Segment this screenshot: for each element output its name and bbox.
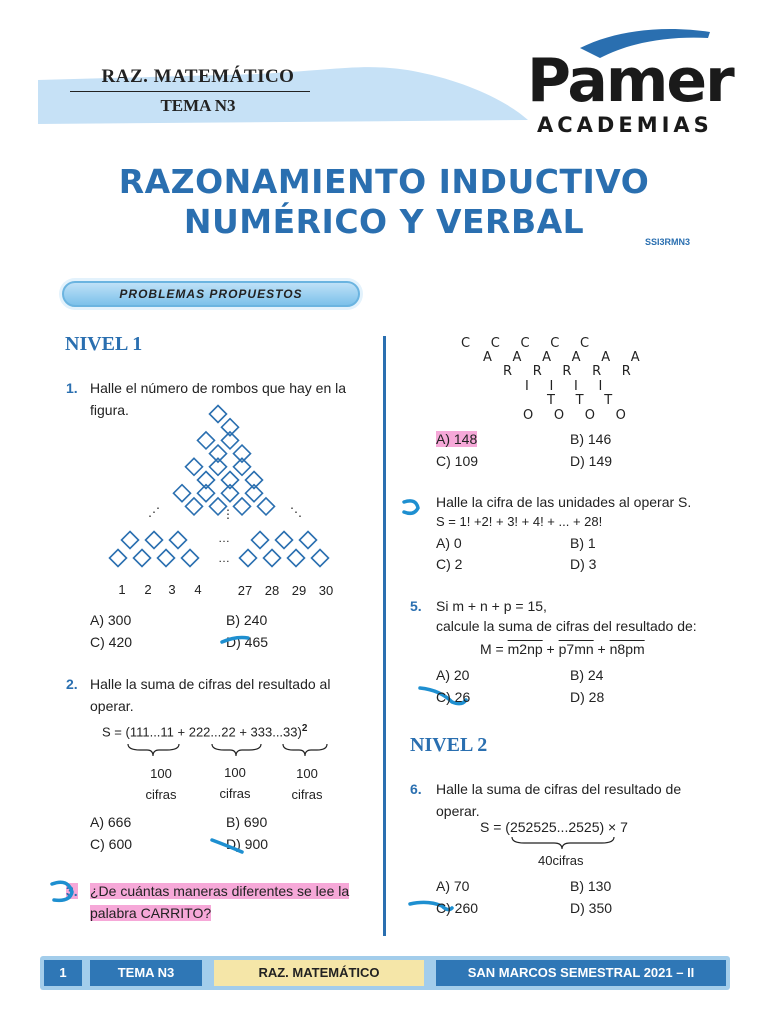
q6-option-c: C) 260	[436, 900, 479, 916]
logo-wordmark: Pamer	[527, 46, 733, 116]
q4-option-c: C) 2	[436, 556, 463, 572]
question-1-number: 1.	[66, 380, 78, 396]
q2-brace-label-3: 100 cifras	[291, 766, 323, 802]
q4-option-a: A) 0	[436, 535, 462, 551]
page-title-line2: NUMÉRICO Y VERBAL	[183, 202, 585, 241]
q3-option-c: C) 109	[436, 453, 479, 469]
q4-option-b: B) 1	[570, 535, 596, 551]
question-5-text-2: calcule la suma de cifras del resultado de:	[436, 618, 697, 634]
ellipsis-mark: …	[218, 531, 230, 545]
q6-formula: S = (252525...2525) × 7	[480, 819, 628, 835]
question-4-number	[412, 491, 424, 513]
pattern-row-c: C C C C C	[461, 336, 590, 351]
question-4-text: Halle la cifra de las unidades al operar S.	[436, 494, 692, 510]
q3-option-d: D) 149	[570, 453, 613, 469]
q2-brace-label-2: 100 cifras	[219, 765, 251, 801]
q5-option-d: D) 28	[570, 689, 605, 705]
question-3-text: ¿De cuántas maneras diferentes se lee la palabra CARRITO?	[90, 883, 350, 921]
level-heading-1: NIVEL 1	[65, 333, 143, 355]
pattern-row-i: I I I I	[525, 379, 603, 394]
q5-formula: M = m2np + p7mn + n8pm	[480, 641, 645, 657]
q2-formula: $S = (111...11 + 222...22 + 333...33)^2$	[102, 723, 308, 740]
footer-term: SAN MARCOS SEMESTRAL 2021 – II	[436, 960, 726, 986]
q5-option-a: A) 20	[436, 667, 470, 683]
q6-option-d: D) 350	[570, 900, 613, 916]
q3-option-b: B) 146	[570, 431, 612, 447]
question-2-text: Halle la suma de cifras del resultado al operar.	[90, 676, 331, 714]
ellipsis-mark: …	[218, 551, 230, 565]
q6-option-a: A) 70	[436, 878, 470, 894]
document-code: SSI3RMN3	[645, 237, 691, 247]
q6-brace	[510, 835, 620, 851]
footer-topic: TEMA N3	[90, 960, 202, 986]
figure-label: 3	[168, 582, 176, 597]
q2-option-c: C) 600	[90, 836, 133, 852]
q5-option-c: C) 26	[436, 689, 471, 705]
q6-option-b: B) 130	[570, 878, 612, 894]
question-5-text-1: Si m + n + p = 15,	[436, 598, 547, 614]
q1-option-d: D) 465	[226, 634, 269, 650]
ellipsis-mark: ⋱	[290, 505, 302, 519]
question-6-text: Halle la suma de cifras del resultado de operar.	[436, 781, 682, 819]
page-title-line1: RAZONAMIENTO INDUCTIVO	[118, 162, 650, 201]
figure-label: 27	[237, 583, 253, 598]
q1-option-b: B) 240	[226, 612, 268, 628]
q1-option-a: A) 300	[90, 612, 132, 628]
figure-label: 1	[118, 582, 126, 597]
q4-formula: S = 1! +2! + 3! + 4! + ... + 28!	[436, 514, 603, 529]
footer-page-number: 1	[44, 960, 82, 986]
question-2-number: 2.	[66, 676, 78, 692]
figure-label: 30	[318, 583, 334, 598]
footer-course: RAZ. MATEMÁTICO	[214, 960, 424, 986]
section-label: PROBLEMAS PROPUESTOS	[62, 281, 360, 307]
figure-label: 2	[144, 582, 152, 597]
q6-brace-label: 40cifras	[538, 853, 584, 868]
figure-label: 28	[264, 583, 280, 598]
figure-label: 4	[194, 582, 202, 597]
pattern-row-o: O O O O	[523, 408, 626, 423]
question-1-text: Halle el número de rombos que hay en la figura.	[90, 380, 347, 418]
q3-option-a: A) 148	[436, 431, 478, 447]
question-5-number: 5.	[410, 598, 422, 614]
question-3-number: 3.	[66, 883, 78, 899]
q2-option-b: B) 690	[226, 814, 268, 830]
q2-brace-label-1: 100 cifras	[145, 766, 177, 802]
q4-option-d: D) 3	[570, 556, 597, 572]
ellipsis-mark: ⋮	[222, 507, 234, 521]
pattern-row-r: R R R R R	[503, 364, 631, 379]
level-heading-2: NIVEL 2	[410, 734, 488, 756]
pattern-row-t: T T T	[547, 393, 613, 408]
topic-name: TEMA N3	[160, 96, 236, 115]
ellipsis-mark: ⋰	[148, 505, 160, 519]
q1-option-c: C) 420	[90, 634, 133, 650]
figure-label: 29	[291, 583, 307, 598]
pattern-row-a: A A A A A A	[483, 350, 640, 365]
question-6-number: 6.	[410, 781, 422, 797]
q2-option-a: A) 666	[90, 814, 132, 830]
logo-subtitle: ACADEMIAS	[537, 113, 713, 137]
course-name: RAZ. MATEMÁTICO	[101, 66, 295, 87]
q2-option-d: D) 900	[226, 836, 269, 852]
q5-option-b: B) 24	[570, 667, 604, 683]
